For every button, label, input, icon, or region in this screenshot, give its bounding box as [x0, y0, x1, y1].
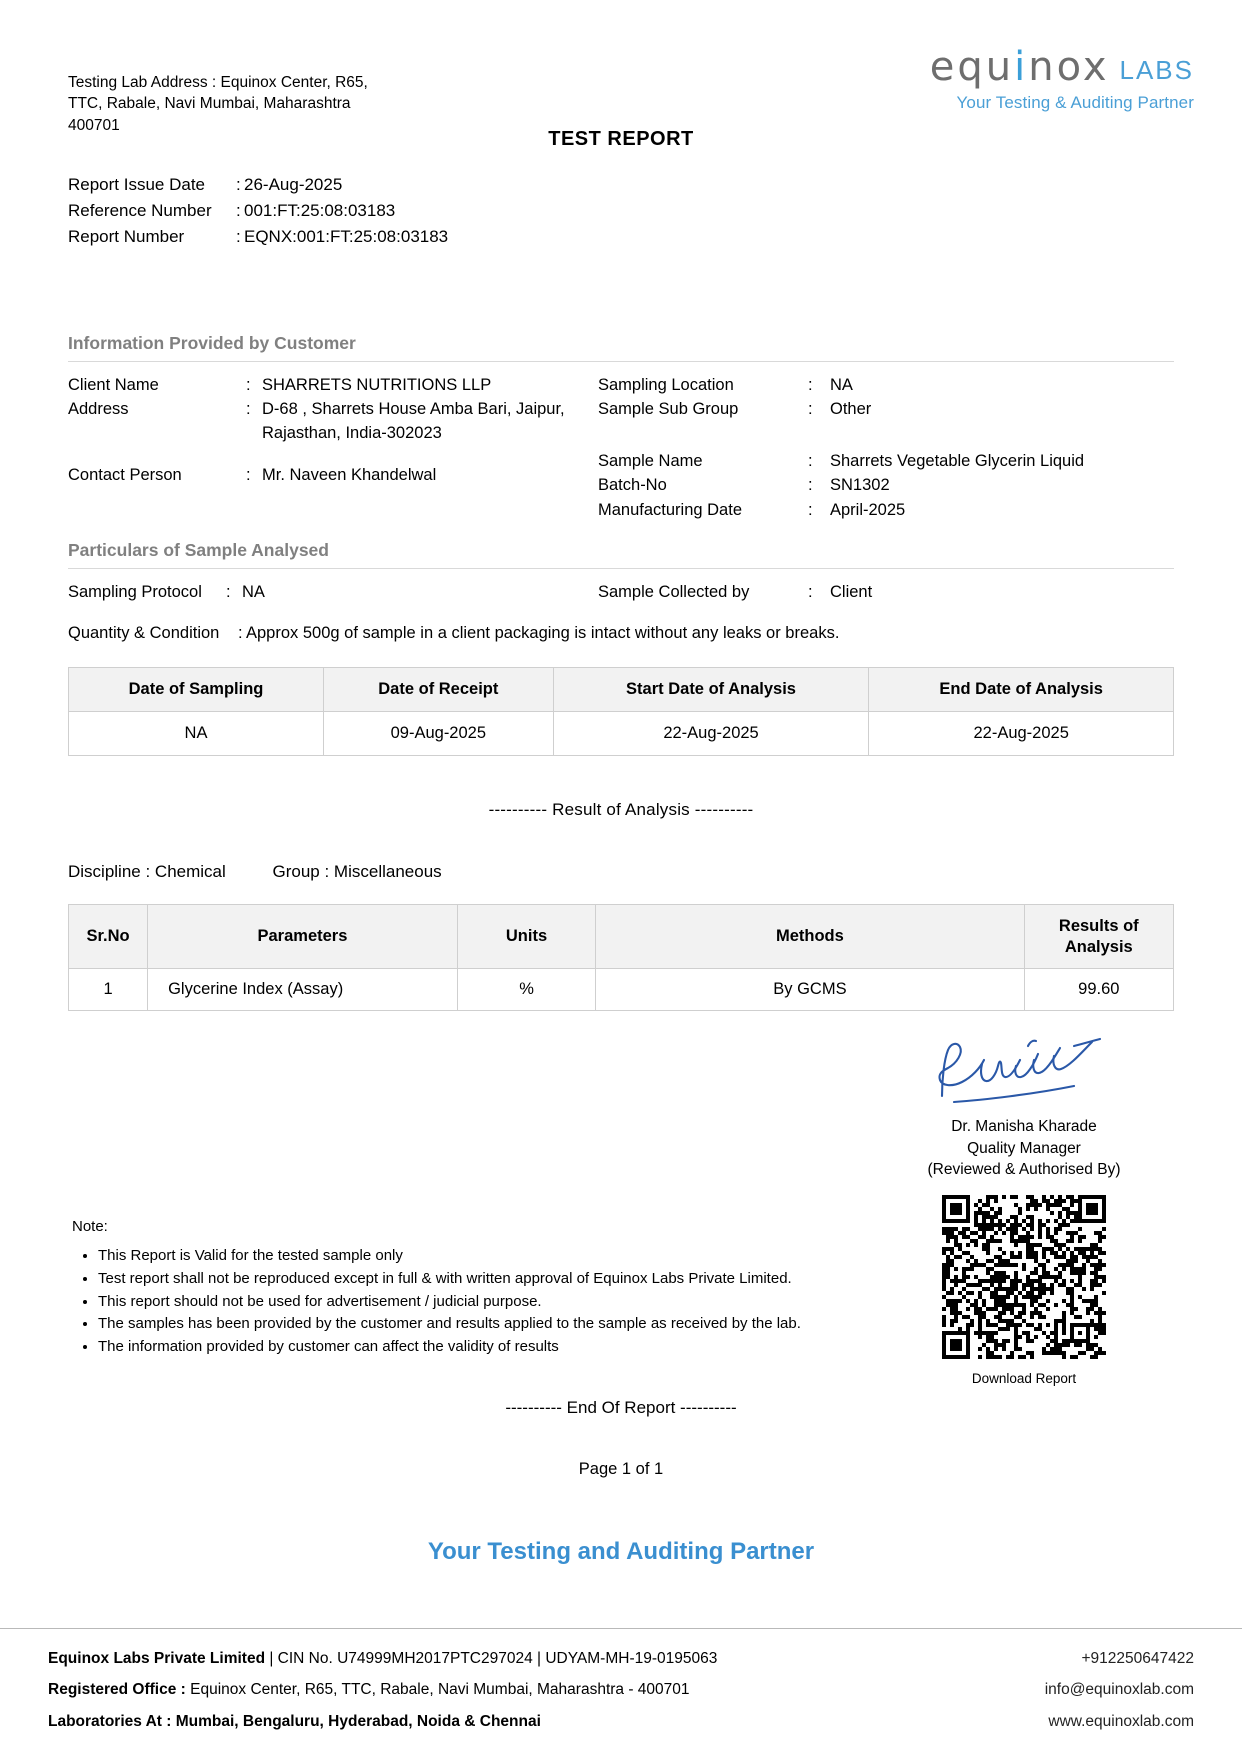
quantity-condition-colon: : [238, 624, 243, 642]
issue-date-value: 26-Aug-2025 [244, 175, 343, 194]
particulars-section [68, 540, 1174, 1011]
client-name-colon: : [246, 376, 251, 394]
footer-laboratories-text: Laboratories At : Mumbai, Bengaluru, Hyderabad, Noida & Chennai [48, 1713, 541, 1731]
sampling-location-label: Sampling Location [598, 376, 734, 394]
logo-text-part2: nox [1028, 44, 1110, 90]
meta-row-report-number [68, 224, 448, 250]
field-sample-name [598, 450, 1174, 473]
dates-table-header-row [69, 668, 1174, 712]
manufacturing-date-label: Manufacturing Date [598, 500, 742, 519]
particulars-heading: Particulars of Sample Analysed [68, 540, 1174, 569]
list-item: • The information provided by customer can affect the validity of results [98, 1336, 872, 1359]
particulars-first-row [68, 569, 1174, 602]
value-date-of-receipt: 09-Aug-2025 [323, 712, 553, 756]
list-item: • This report should not be used for advertisement / judicial purpose. [98, 1291, 872, 1314]
sample-sub-group-value: Other [830, 400, 872, 419]
header-srno: Sr.No [69, 905, 148, 969]
quantity-condition-value: Approx 500g of sample in a client packaging is intact without any leaks or breaks. [246, 624, 840, 642]
value-date-of-sampling: NA [69, 712, 324, 756]
footer-row-laboratories [48, 1706, 1194, 1738]
logo-text-i: i [1014, 44, 1029, 90]
footer-row-company [48, 1643, 1194, 1675]
qr-caption: Download Report [971, 1371, 1077, 1386]
address-colon: : [246, 400, 251, 419]
results-header-line-1: Results of [1058, 917, 1139, 935]
signatory-authorisation-note: (Reviewed & Authorised By) [927, 1161, 1121, 1179]
footer-tagline: Your Testing and Auditing Partner [427, 1538, 815, 1565]
analysis-results-table [68, 904, 1174, 1011]
logo-tagline: Your Testing & Auditing Partner [956, 93, 1194, 112]
header-methods: Methods [596, 905, 1024, 969]
batch-no-colon: : [808, 476, 813, 495]
table-row [69, 969, 1174, 1011]
field-client-name [68, 374, 598, 397]
footer-row-office [48, 1674, 1194, 1706]
sampling-location-colon: : [808, 376, 813, 394]
cell-parameter: Glycerine Index (Assay) [148, 969, 458, 1011]
field-sample-sub-group [598, 398, 1174, 421]
report-number-value: EQNX:001:FT:25:08:03183 [244, 226, 449, 246]
field-batch-no [598, 474, 1174, 497]
equinox-logo [894, 44, 1194, 113]
header-results-of-analysis [1024, 905, 1173, 969]
customer-info-right-column [598, 374, 1174, 523]
field-sampling-protocol [68, 583, 598, 602]
page-title: TEST REPORT [548, 128, 694, 150]
page-header [0, 0, 1242, 150]
report-number-colon: : [236, 226, 241, 246]
sample-sub-group-colon: : [808, 400, 813, 419]
field-address [68, 398, 598, 445]
qr-code-block[interactable] [874, 1195, 1174, 1386]
header-units: Units [457, 905, 595, 969]
sample-name-label: Sample Name [598, 451, 703, 470]
sampling-protocol-value: NA [242, 583, 265, 601]
logo-wordmark [929, 44, 1110, 90]
footer-laboratories [48, 1706, 874, 1738]
signatory-designation: Quality Manager [967, 1139, 1081, 1157]
contact-person-label: Contact Person [68, 466, 182, 485]
value-start-date-of-analysis: 22-Aug-2025 [553, 712, 869, 756]
page-footer [0, 1628, 1242, 1754]
issue-date-label: Report Issue Date [68, 175, 206, 194]
notes-list [72, 1245, 872, 1359]
cell-units: % [457, 969, 595, 1011]
sample-name-colon: : [808, 451, 813, 470]
result-of-analysis-divider: ---------- Result of Analysis ---------- [488, 800, 754, 819]
header-start-date-of-analysis: Start Date of Analysis [553, 668, 869, 712]
sampling-protocol-label: Sampling Protocol [68, 583, 202, 601]
reference-colon: : [236, 200, 241, 220]
sample-collected-by-value: Client [830, 583, 873, 601]
cell-result: 99.60 [1024, 969, 1173, 1011]
field-manufacturing-date [598, 499, 1174, 522]
header-end-date-of-analysis: End Date of Analysis [869, 668, 1174, 712]
list-item: • Test report shall not be reproduced except in full & with written approval of Equinox Labs Private Limited. [98, 1268, 872, 1291]
list-item: • The samples has been provided by the customer and results applied to the sample as received by the lab. [98, 1313, 872, 1336]
results-table-header-row [69, 905, 1174, 969]
header-parameters: Parameters [148, 905, 458, 969]
client-name-value: SHARRETS NUTRITIONS LLP [262, 376, 492, 394]
report-meta-block [68, 172, 448, 249]
signature-image [924, 1030, 1124, 1110]
notes-block [72, 1218, 872, 1359]
sample-collected-by-label: Sample Collected by [598, 583, 750, 601]
footer-office-info [48, 1674, 874, 1706]
sample-sub-group-label: Sample Sub Group [598, 400, 739, 419]
footer-office-address: Equinox Center, R65, TTC, Rabale, Navi Mumbai, Maharashtra - 400701 [185, 1681, 690, 1699]
footer-company-name: Equinox Labs Private Limited [48, 1649, 266, 1667]
field-contact-person [68, 464, 598, 487]
end-of-report-divider: ---------- End Of Report ---------- [505, 1398, 737, 1417]
notes-title: Note: [72, 1218, 108, 1235]
list-item: • This Report is Valid for the tested sample only [98, 1245, 872, 1268]
meta-row-issue-date [68, 172, 448, 198]
lab-address: Testing Lab Address : Equinox Center, R65, TTC, Rabale, Navi Mumbai, Maharashtra 400701 [68, 74, 368, 134]
results-header-line-2: Analysis [1064, 937, 1133, 956]
signatory-name: Dr. Manisha Kharade [951, 1118, 1097, 1135]
field-sample-collected-by [598, 583, 872, 602]
page-number: Page 1 of 1 [578, 1460, 664, 1478]
right-column-spacer [598, 423, 1174, 450]
logo-labs-text: LABS [1119, 55, 1194, 85]
sampling-dates-table [68, 667, 1174, 756]
value-end-date-of-analysis: 22-Aug-2025 [869, 712, 1174, 756]
manufacturing-date-value: April-2025 [830, 500, 906, 519]
table-row [69, 712, 1174, 756]
signature-block [874, 1030, 1174, 1181]
reference-label: Reference Number [68, 200, 212, 220]
client-name-label: Client Name [68, 376, 159, 394]
logo-text-part1: equ [929, 44, 1015, 90]
contact-person-colon: : [246, 466, 251, 485]
batch-no-label: Batch-No [598, 476, 667, 495]
footer-company-info [48, 1643, 874, 1675]
sample-collected-by-colon: : [808, 583, 813, 601]
quantity-condition-label: Quantity & Condition [68, 624, 220, 642]
footer-email[interactable]: info@equinoxlab.com [1044, 1681, 1194, 1699]
meta-row-reference [68, 198, 448, 224]
field-sampling-location [598, 374, 1174, 397]
address-label: Address [68, 400, 129, 419]
customer-info-heading: Information Provided by Customer [68, 333, 1174, 362]
group-label: Group : Miscellaneous [272, 862, 442, 881]
footer-phone[interactable]: +912250647422 [1081, 1649, 1194, 1667]
cell-srno: 1 [69, 969, 148, 1011]
discipline-label: Discipline : Chemical [68, 862, 226, 881]
qr-code-icon[interactable] [942, 1195, 1106, 1359]
field-quantity-condition [68, 624, 1174, 643]
customer-information-section [68, 333, 1174, 523]
report-number-label: Report Number [68, 226, 185, 246]
sampling-location-value: NA [830, 376, 853, 394]
footer-company-registration: | CIN No. U74999MH2017PTC297024 | UDYAM-MH-19-0195063 [265, 1649, 718, 1667]
contact-person-value: Mr. Naveen Khandelwal [262, 466, 437, 485]
address-value: D-68 , Sharrets House Amba Bari, Jaipur, Rajasthan, India-302023 [262, 400, 565, 442]
footer-office-label: Registered Office : [48, 1681, 186, 1699]
issue-date-colon: : [236, 175, 241, 194]
sample-name-value: Sharrets Vegetable Glycerin Liquid [830, 451, 1085, 470]
manufacturing-date-colon: : [808, 500, 813, 519]
batch-no-value: SN1302 [830, 476, 890, 495]
footer-website[interactable]: www.equinoxlab.com [1048, 1713, 1194, 1731]
header-date-of-receipt: Date of Receipt [323, 668, 553, 712]
reference-value: 001:FT:25:08:03183 [244, 200, 396, 220]
customer-info-left-column [68, 374, 598, 523]
discipline-group-line [68, 862, 1174, 882]
sampling-protocol-colon: : [226, 583, 231, 601]
cell-method: By GCMS [596, 969, 1024, 1011]
header-date-of-sampling: Date of Sampling [69, 668, 324, 712]
